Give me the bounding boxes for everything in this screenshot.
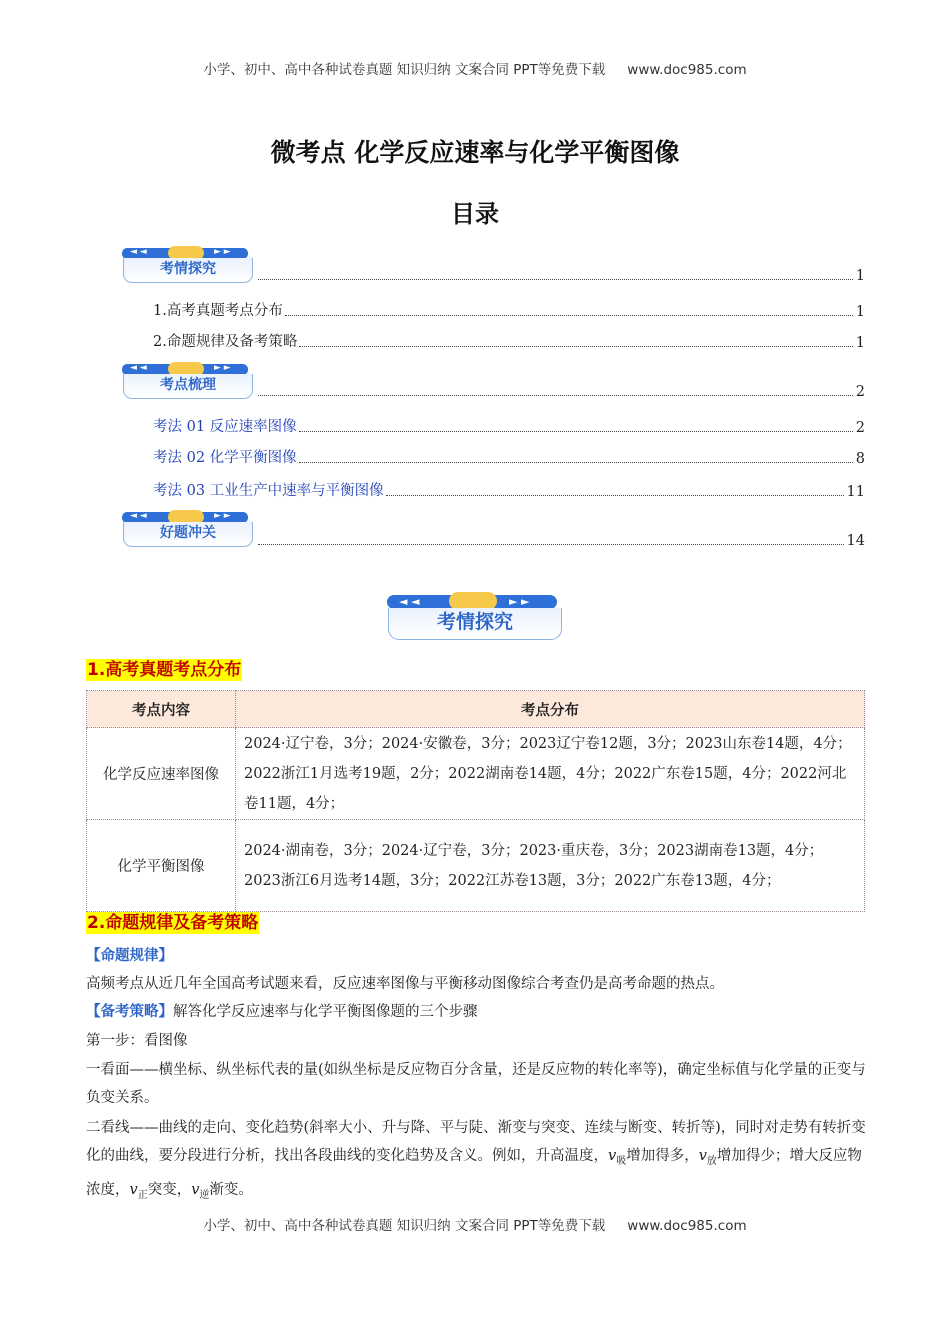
rule-text: 高频考点从近几年全国高考试题来看，反应速率图像与平衡移动图像综合考查仍是高考命题的热点。 xyxy=(86,976,724,992)
strategy-label: 【备考策略】 xyxy=(86,1004,173,1020)
arrow-right-icon: ► ► xyxy=(509,595,530,608)
toc-page: 8 xyxy=(855,451,865,467)
para-text: 增加得多， xyxy=(626,1148,699,1164)
table-header-cell: 考点内容 xyxy=(87,691,236,728)
velocity-symbol: v xyxy=(191,1181,200,1198)
velocity-symbol: v xyxy=(129,1181,138,1198)
header-site[interactable]: www.doc985.com xyxy=(627,62,747,78)
arrow-left-icon: ◄ ◄ xyxy=(130,511,147,521)
toc-leader xyxy=(258,395,853,396)
toc-page: 1 xyxy=(855,268,865,284)
toc-label: 考法 03 工业生产中速率与平衡图像 xyxy=(153,483,384,499)
step1: 第一步：看图像 xyxy=(86,1033,188,1049)
table-row xyxy=(87,728,865,820)
toc-label: 考法 01 反应速率图像 xyxy=(153,419,297,435)
arrow-left-icon: ◄ ◄ xyxy=(130,247,147,257)
footer-site[interactable]: www.doc985.com xyxy=(627,1218,747,1234)
footer-text: 小学、初中、高中各种试卷真题 知识归纳 文案合同 PPT等免费下载 xyxy=(203,1218,606,1234)
toc-badge-kaodian xyxy=(122,364,254,400)
toc-label: 考法 02 化学平衡图像 xyxy=(153,450,297,466)
toc-leader xyxy=(258,279,853,280)
toc-entry-kaodian[interactable] xyxy=(256,384,865,400)
velocity-subscript: 逆 xyxy=(199,1189,210,1201)
toc-page: 2 xyxy=(855,420,865,436)
section-badge-kaoqing xyxy=(387,595,563,641)
toc-page: 11 xyxy=(846,484,865,500)
arrow-left-icon: ◄ ◄ xyxy=(399,595,420,608)
table-cell-topic: 化学反应速率图像 xyxy=(87,728,236,820)
toc-entry-2[interactable] xyxy=(153,330,865,351)
toc-page: 14 xyxy=(846,533,865,549)
para-text: 增加得少；增大反应物浓度， xyxy=(86,1148,862,1198)
section2-heading: 2.命题规律及备考策略 xyxy=(87,913,259,933)
badge-label: 考点梳理 xyxy=(123,374,253,399)
table-cell-distribution: 2024·湖南卷，3分；2024·辽宁卷，3分；2023·重庆卷，3分；2023湖南卷13题，4分；2023浙江6月选考14题，3分；2022江苏卷13题，3分；2022广东卷13题，4分； xyxy=(236,820,865,912)
table-header-cell: 考点分布 xyxy=(236,691,865,728)
toc-leader xyxy=(299,346,852,347)
toc-badge-haoti xyxy=(122,512,254,548)
toc-leader xyxy=(258,544,844,545)
toc-leader xyxy=(285,315,853,316)
toc-entry-4[interactable] xyxy=(153,446,865,467)
header-text: 小学、初中、高中各种试卷真题 知识归纳 文案合同 PPT等免费下载 xyxy=(203,62,606,78)
page-title: 微考点 化学反应速率与化学平衡图像 xyxy=(270,138,680,167)
arrow-right-icon: ► ► xyxy=(214,511,231,521)
velocity-subscript: 吸 xyxy=(616,1155,627,1167)
table-row xyxy=(87,820,865,912)
paragraph-look-surface: 一看面——横坐标、纵坐标代表的量(如纵坐标是反应物百分含量，还是反应物的转化率等)，确定坐标值与化学量的正变与负变关系。 xyxy=(86,1062,866,1106)
toc-entry-haoti[interactable] xyxy=(256,533,865,549)
velocity-symbol: v xyxy=(698,1148,707,1164)
toc-title: 目录 xyxy=(451,200,499,228)
arrow-right-icon: ► ► xyxy=(214,247,231,257)
toc-entry-kaoqing[interactable] xyxy=(256,268,865,284)
paragraph-look-line xyxy=(86,1114,866,1210)
toc-entry-1[interactable] xyxy=(153,299,865,320)
strategy-line xyxy=(86,998,866,1026)
toc-page: 2 xyxy=(855,384,865,400)
toc-label: 1.高考真题考点分布 xyxy=(153,303,283,319)
section1-heading: 1.高考真题考点分布 xyxy=(87,660,242,680)
velocity-subscript: 放 xyxy=(706,1155,717,1167)
table-cell-topic: 化学平衡图像 xyxy=(87,820,236,912)
toc-label: 2.命题规律及备考策略 xyxy=(153,334,298,350)
rule-label: 【命题规律】 xyxy=(86,948,173,964)
badge-label: 考情探究 xyxy=(388,608,562,640)
arrow-right-icon: ► ► xyxy=(214,363,231,373)
toc-entry-5[interactable] xyxy=(153,479,865,500)
toc-entry-3[interactable] xyxy=(153,415,865,436)
velocity-subscript: 正 xyxy=(137,1189,148,1201)
toc-badge-kaoqing xyxy=(122,248,254,284)
para-text: 渐变。 xyxy=(209,1181,253,1198)
table-header-row xyxy=(87,691,865,728)
toc-leader xyxy=(299,462,853,463)
strategy-text: 解答化学反应速率与化学平衡图像题的三个步骤 xyxy=(173,1004,478,1020)
toc-page: 1 xyxy=(855,335,865,351)
para-text: 突变， xyxy=(147,1181,192,1198)
arrow-left-icon: ◄ ◄ xyxy=(130,363,147,373)
toc-leader xyxy=(386,495,844,496)
rule-tag xyxy=(86,942,866,970)
table-cell-distribution: 2024·辽宁卷，3分；2024·安徽卷，3分；2023辽宁卷12题，3分；2023山东卷14题，4分；2022浙江1月选考19题，2分；2022湖南卷14题，4分；2022广东卷15题，4分；2022河北卷11题，4分； xyxy=(236,728,865,820)
page-header xyxy=(0,58,950,78)
toc-leader xyxy=(299,431,853,432)
badge-label: 好题冲关 xyxy=(123,522,253,547)
exam-distribution-table xyxy=(86,690,865,912)
toc-page: 1 xyxy=(855,304,865,320)
badge-label: 考情探究 xyxy=(123,258,253,283)
velocity-symbol: v xyxy=(608,1148,617,1164)
para-text: 二看线——曲线的走向、变化趋势(斜率大小、升与降、平与陡、渐变与突变、连续与断变、转折等)，同时对走势有转折变化的曲线，要分段进行分析，找出各段曲线的变化趋势及含义。例如，升高温度， xyxy=(86,1120,866,1164)
page-footer xyxy=(0,1214,950,1234)
